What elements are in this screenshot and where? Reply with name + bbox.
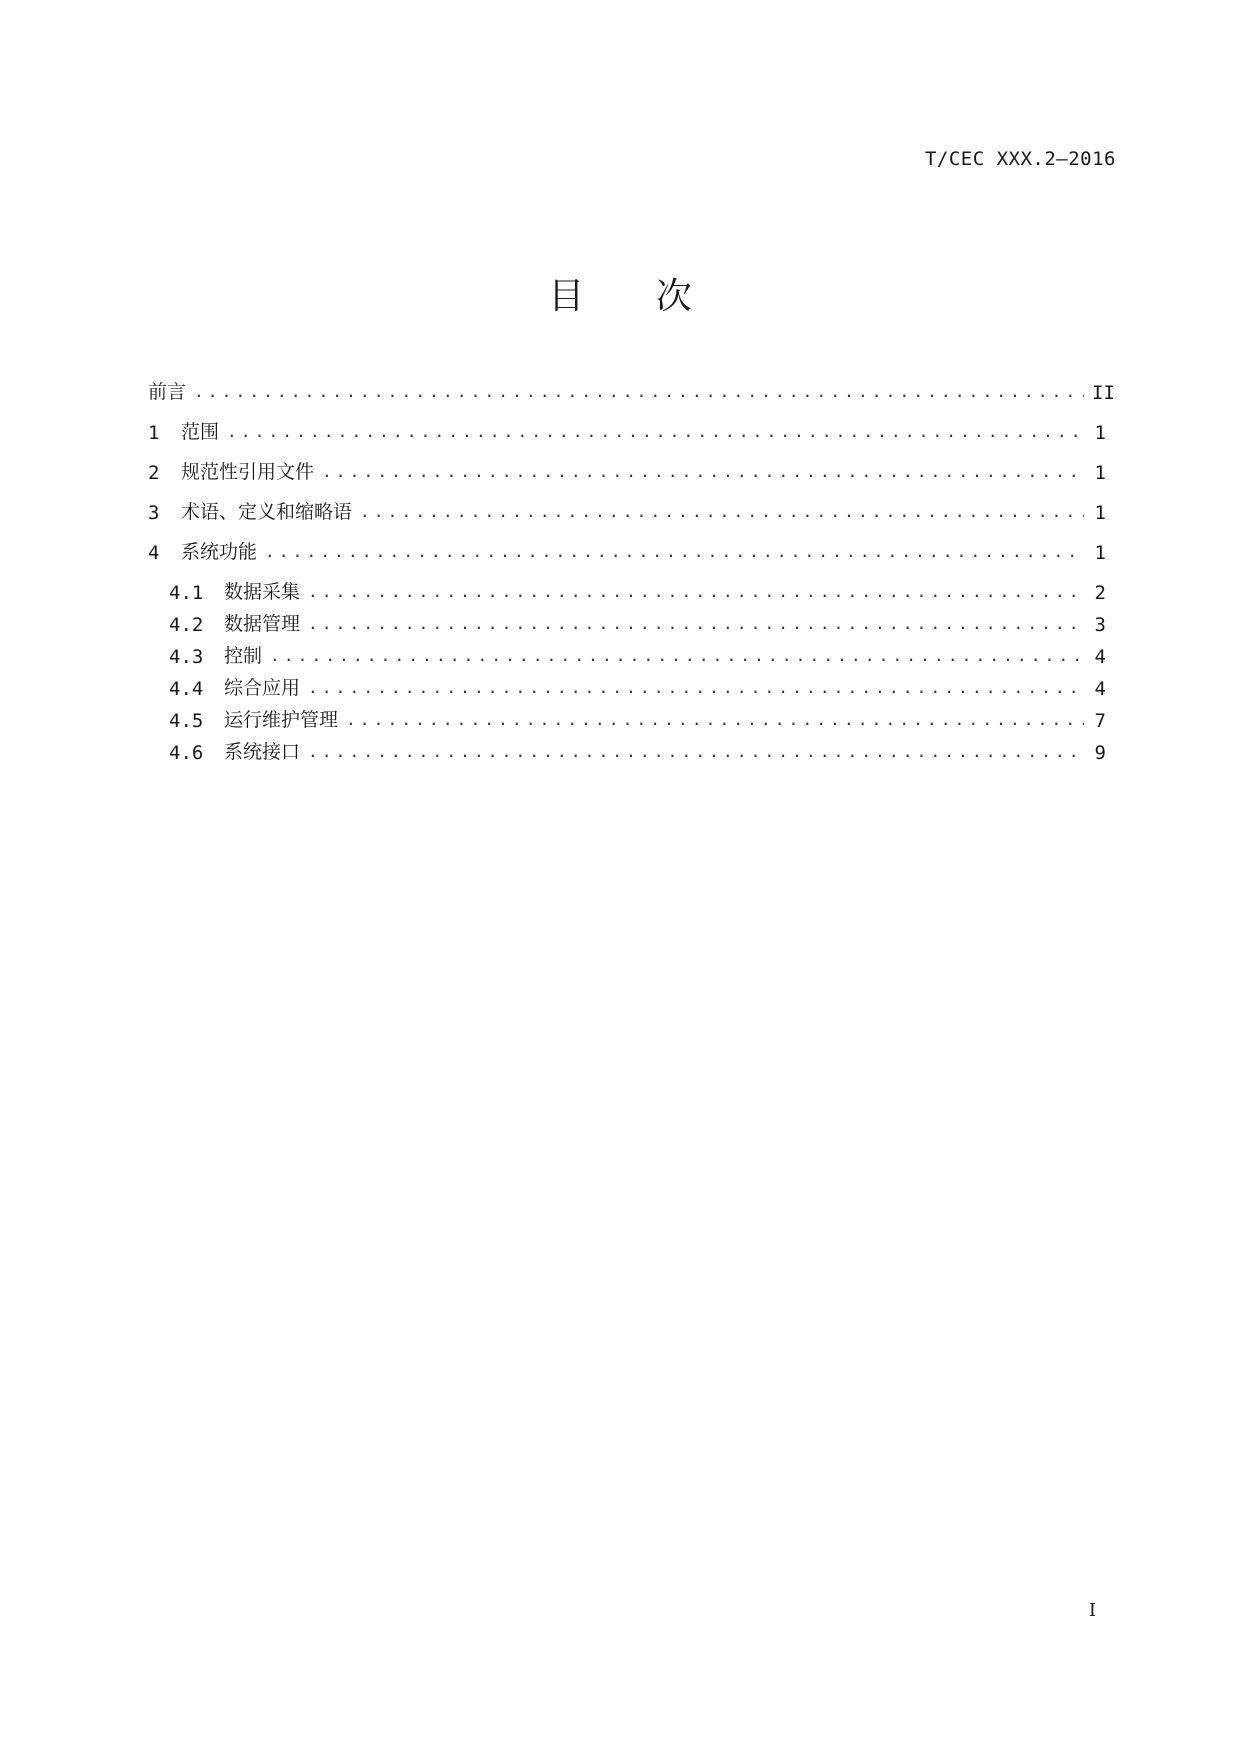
toc-entry-number: 2 bbox=[148, 462, 160, 484]
toc-entry-page: 7 bbox=[1094, 710, 1106, 732]
toc-leader-dots bbox=[308, 580, 1084, 604]
toc-entry-number: 4.6 bbox=[169, 742, 204, 764]
toc-entry-page: 2 bbox=[1094, 582, 1106, 604]
toc-entry-number: 4.2 bbox=[169, 614, 204, 636]
toc-leader-dots bbox=[265, 540, 1084, 564]
toc-leader-dots bbox=[194, 380, 1084, 404]
toc-entry-2[interactable] bbox=[148, 452, 1106, 484]
toc-entry-4-4[interactable] bbox=[148, 668, 1106, 700]
toc-entry-label: 术语、定义和缩略语 bbox=[181, 501, 353, 523]
toc-entry-page: 9 bbox=[1094, 742, 1106, 764]
toc-leader-dots bbox=[308, 740, 1084, 764]
toc-entry-4-2[interactable] bbox=[148, 604, 1106, 636]
toc-entry-number: 4.5 bbox=[169, 710, 204, 732]
page-number: I bbox=[1088, 1600, 1096, 1621]
table-of-contents bbox=[148, 372, 1115, 764]
toc-entry-4-5[interactable] bbox=[148, 700, 1106, 732]
toc-entry-page: 1 bbox=[1094, 422, 1106, 444]
toc-entry-label: 控制 bbox=[224, 645, 263, 667]
toc-entry-page: 1 bbox=[1094, 462, 1106, 484]
toc-leader-dots bbox=[308, 676, 1084, 700]
toc-entry-number: 4.4 bbox=[169, 678, 204, 700]
toc-entry-4-3[interactable] bbox=[148, 636, 1106, 668]
toc-entry-label: 数据采集 bbox=[224, 581, 301, 603]
toc-leader-dots bbox=[346, 708, 1084, 732]
toc-leader-dots bbox=[227, 420, 1084, 444]
toc-entry-number: 4.3 bbox=[169, 646, 204, 668]
toc-entry-label: 系统功能 bbox=[181, 541, 258, 563]
toc-entry-3[interactable] bbox=[148, 492, 1106, 524]
toc-entry-page: 1 bbox=[1094, 502, 1106, 524]
toc-entry-page: II bbox=[1092, 382, 1115, 404]
toc-entry-page: 3 bbox=[1094, 614, 1106, 636]
toc-leader-dots bbox=[270, 644, 1084, 668]
toc-entry-label: 运行维护管理 bbox=[224, 709, 339, 731]
toc-entry-number: 4.1 bbox=[169, 582, 204, 604]
document-code: T/CEC XXX.2—2016 bbox=[924, 148, 1116, 170]
toc-entry-number: 3 bbox=[148, 502, 160, 524]
toc-leader-dots bbox=[322, 460, 1084, 484]
toc-entry-foreword[interactable] bbox=[148, 372, 1115, 404]
toc-entry-label: 数据管理 bbox=[224, 613, 301, 635]
toc-entry-page: 1 bbox=[1094, 542, 1106, 564]
toc-entry-1[interactable] bbox=[148, 412, 1106, 444]
toc-entry-number: 1 bbox=[148, 422, 160, 444]
toc-entry-4-1[interactable] bbox=[148, 572, 1106, 604]
toc-title: 目 次 bbox=[548, 276, 722, 317]
toc-entry-4-6[interactable] bbox=[148, 732, 1106, 764]
toc-entry-label: 前言 bbox=[148, 381, 187, 403]
toc-entry-label: 系统接口 bbox=[224, 741, 301, 763]
toc-entry-page: 4 bbox=[1094, 646, 1106, 668]
toc-entry-4[interactable] bbox=[148, 532, 1106, 564]
toc-entry-page: 4 bbox=[1094, 678, 1106, 700]
toc-entry-number: 4 bbox=[148, 542, 160, 564]
toc-entry-label: 综合应用 bbox=[224, 677, 301, 699]
toc-leader-dots bbox=[360, 500, 1084, 524]
toc-entry-label: 范围 bbox=[181, 421, 220, 443]
toc-entry-label: 规范性引用文件 bbox=[181, 461, 315, 483]
toc-leader-dots bbox=[308, 612, 1084, 636]
